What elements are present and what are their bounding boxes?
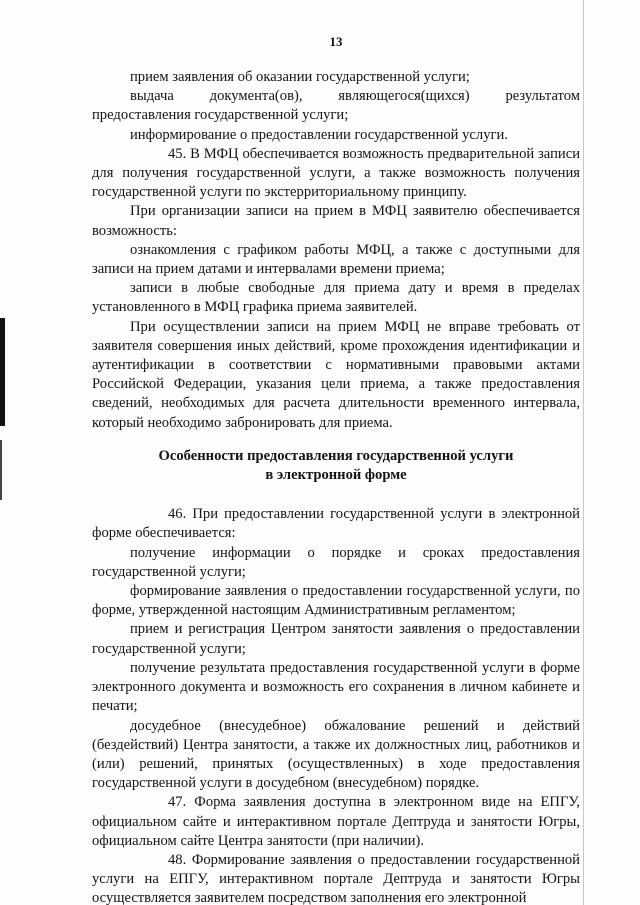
paragraph-48-text: Формирование заявления о предоставлении государственной услуги на ЕПГУ, интерактивном портале Дептруда и занятости Югры осуществляется заявителем посредством заполнения его электронной bbox=[92, 851, 580, 905]
paragraph-appointment-intro: При организации записи на прием в МФЦ заявителю обеспечивается возможность: bbox=[92, 203, 580, 239]
paragraph-45-number: 45. bbox=[168, 145, 187, 162]
paragraph-restrictions: При осуществлении записи на прием МФЦ не вправе требовать от заявителя совершения иных действий, кроме прохождения идентификации и аутентификации в соответствии с нормативными правовыми актами Российской Федерации, указания цели приема, а также предоставления сведений, необходимых для расчета длительности временного интервала, который необходимо забронировать для приема. bbox=[92, 318, 580, 431]
paragraph-46 bbox=[92, 505, 580, 543]
paragraph-46-text: При предоставлении государственной услуги в электронной форме обеспечивается: bbox=[92, 506, 580, 542]
section-heading bbox=[92, 447, 580, 485]
paragraph-46-number: 46. bbox=[168, 506, 187, 523]
list-item-registration: прием и регистрация Центром занятости заявления о предоставлении государственной услуги; bbox=[92, 621, 580, 657]
paragraph-45-text: В МФЦ обеспечивается возможность предварительной записи для получения государственной услуги, а также возможность получения государственной услуги по экстерриториальному принципу. bbox=[92, 145, 580, 201]
paragraph-47-text: Форма заявления доступна в электронном виде на ЕПГУ, официальном сайте и интерактивном портале Дептруда и занятости Югры, официальном сайте Центра занятости (при наличии). bbox=[92, 794, 580, 849]
paragraph-issuance: выдача документа(ов), являющегося(щихся) результатом предоставления государственной услуги; bbox=[92, 88, 580, 124]
paragraph-informing: информирование о предоставлении государственной услуги. bbox=[130, 126, 508, 143]
text-block bbox=[92, 68, 580, 905]
list-item-form: формирование заявления о предоставлении государственной услуги, по форме, утвержденной настоящим Административным регламентом; bbox=[92, 583, 580, 619]
paragraph-48-number: 48. bbox=[168, 851, 187, 868]
paragraph-47-number: 47. bbox=[168, 794, 187, 811]
paragraph-schedule: ознакомления с графиком работы МФЦ, а также с доступными для записи на прием датами и интервалами времени приема; bbox=[92, 241, 580, 278]
page-number: 13 bbox=[329, 34, 343, 49]
paragraph-45 bbox=[92, 145, 580, 203]
paragraph-48 bbox=[92, 851, 580, 905]
paragraph-free-slots: записи в любые свободные для приема дату и время в пределах установленного в МФЦ графика приема заявителей. bbox=[92, 280, 580, 316]
list-item-appeal: досудебное (внесудебное) обжалование решений и действий (бездействий) Центра занятости, а также их должностных лиц, работников и (или) решений, принятых (осуществленных) в ходе предоставления государственной услуги в досудебном (внесудебном) порядке. bbox=[92, 717, 580, 792]
section-heading-line1: Особенности предоставления государственной услуги bbox=[158, 447, 514, 464]
list-item-result: получение результата предоставления государственной услуги в форме электронного документа и возможность его сохранения в личном кабинете и печати; bbox=[92, 659, 580, 715]
scan-edge-artifact bbox=[0, 318, 5, 426]
paragraph-47 bbox=[92, 793, 580, 851]
scan-line-artifact bbox=[583, 0, 584, 905]
paragraph-reception: прием заявления об оказании государственной услуги; bbox=[130, 69, 470, 85]
scan-edge-artifact-lower bbox=[0, 440, 2, 500]
list-item-info: получение информации о порядке и сроках предоставления государственной услуги; bbox=[92, 544, 580, 580]
section-heading-line2: в электронной форме bbox=[265, 467, 407, 484]
